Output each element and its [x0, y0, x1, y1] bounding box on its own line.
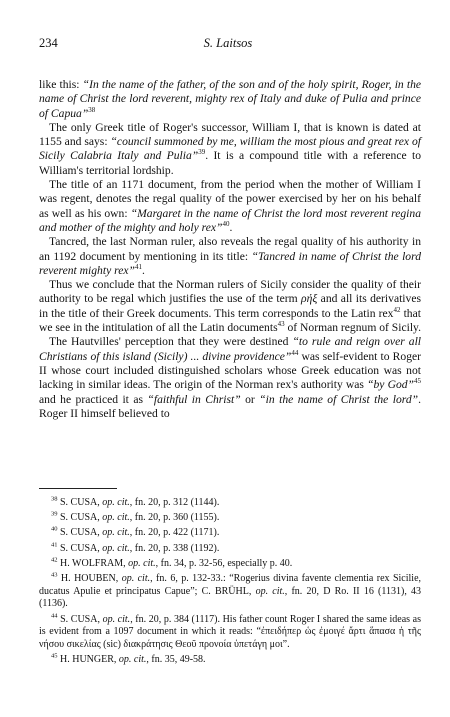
italic-text: op. cit. — [255, 585, 285, 597]
text-run: that we see in the intitulation of all the Latin documents — [39, 306, 421, 335]
footnote-ref: 41 — [134, 263, 142, 271]
text-run: , — [97, 512, 103, 524]
footnote-ref: 44 — [291, 348, 299, 357]
text-run: , fn. 20, p. 338 (1192). — [129, 542, 220, 554]
footnote — [39, 512, 421, 525]
running-title: S. Laitsos — [203, 36, 253, 50]
author-name: H. HUNGER — [57, 654, 114, 666]
author-name: S. CUSA — [57, 497, 98, 508]
author-name: S. CUSA — [57, 512, 98, 524]
text-run: , fn. 20, p. 384 (1117). His father count Roger I shared the same ideas as is evident from a 1097 document in which it reads: “ἐπειδήπερ ὡς ἐμοιγέ ἄρτι ἅπασα ἡ τῆς νήσου σικελίας (sic) διακράτησις Θεοῦ προνοία ὑπετάγη μοι”. — [39, 613, 421, 651]
paragraph — [39, 78, 421, 121]
footnote-ref: 42 — [393, 305, 401, 314]
italic-text: op. cit. — [102, 542, 130, 554]
text-run: , fn. 20, p. 312 (1144). — [129, 497, 220, 508]
text-run: The only Greek title of Roger's successor, William I, that is known is dated at 1155 and says: — [39, 120, 421, 149]
italic-text: “in the name of Christ the lord” — [259, 392, 419, 406]
author-name: S. CUSA — [57, 613, 98, 625]
text-run: , fn. 35, 49-58. — [146, 654, 206, 666]
text-run: , fn. 6, p. 132-33.: “Rogerius divina favente clementia rex Sicilie, ducatus Apulie et principatus Capue”; C. — [39, 573, 422, 597]
footnote-ref: 40 — [222, 220, 230, 229]
italic-text: “In the name of the father, of the son and of the holy spirit, Roger, in the name of Christ the lord reverent, mighty rex of Italy and duke of Pulia and prince of Capua” — [39, 78, 422, 120]
italic-text: op. cit. — [102, 527, 130, 539]
text-run: , — [97, 527, 103, 539]
text-run: . Roger II himself believed to — [39, 392, 421, 420]
text-run: , — [115, 573, 122, 585]
text-run: . It is a compound title with a reference to William's territorial lordship. — [39, 149, 421, 177]
italic-text: “Margaret in the name of Christ the lord most reverent regina and mother of the mighty and holy rex” — [39, 206, 421, 234]
text-run: and all its derivatives in the title of their Greek documents. This term corresponds to the Latin — [39, 292, 421, 320]
text-run: . — [229, 220, 233, 234]
text-run: , — [97, 613, 103, 625]
text-run: Thus we conclude that the Norman rulers of Sicily consider the quality of their authority to be regal which justifies the use of the term — [39, 278, 421, 306]
italic-text: “council summoned by me, william the most pious and great rex of Sicily Calabria Italy and Pulia” — [39, 135, 421, 163]
footnote-separator — [39, 488, 117, 489]
text-run: was self-evident to Roger II whose court included distinguished scholars whose Greek education was not lacking in similar ideas. The origin of the Norman rex's authority was — [39, 349, 422, 392]
footnote-ref: 38 — [88, 105, 96, 114]
text-run: , fn. 20, p. 422 (1171). — [129, 527, 220, 539]
author-name: H. WOLFRAM — [57, 557, 124, 569]
footnote-ref: 45 — [51, 652, 58, 660]
author-name: S. CUSA — [57, 527, 98, 539]
text-run: , — [97, 497, 103, 508]
italic-text: op. cit. — [121, 573, 151, 585]
main-text — [39, 78, 421, 421]
author-name: S. CUSA — [57, 542, 98, 554]
paragraph — [39, 178, 421, 235]
author-name: H. HOUBEN — [57, 573, 116, 585]
footnote — [39, 558, 421, 571]
text-run: rex — [378, 306, 394, 320]
text-run: , — [113, 654, 119, 666]
text-run: The Hautvilles' perception that they were destined — [49, 335, 293, 349]
text-run: like this: — [39, 78, 83, 91]
text-run: , fn. 34, p. 32-56, especially p. 40. — [155, 557, 293, 569]
text-run: , fn. 20, p. 360 (1155). — [129, 512, 220, 524]
page-number: 234 — [39, 36, 58, 50]
paragraph — [39, 121, 421, 178]
footnote-ref: 44 — [51, 612, 58, 620]
text-run: of Norman regnum of Sicily. — [284, 321, 421, 335]
footnote — [39, 543, 421, 556]
text-run: , — [248, 585, 256, 597]
running-header — [39, 36, 417, 52]
footnote — [39, 527, 421, 540]
italic-text: op. cit. — [118, 654, 147, 666]
text-run: or — [240, 392, 260, 406]
footnote-ref: 45 — [413, 377, 421, 386]
footnotes — [39, 497, 421, 669]
text-run: The title of an 1171 document, from the period when the mother of William I was regent, denotes the regal quality of the power exercised by her on his behalf as well as his own: — [39, 178, 421, 220]
text-run: . — [141, 263, 145, 277]
footnote-ref: 40 — [51, 526, 58, 534]
italic-text: “faithful in Christ” — [147, 392, 241, 406]
paragraph — [39, 235, 421, 278]
footnote — [39, 654, 421, 667]
text-run: and he practiced it as — [39, 392, 148, 406]
italic-text: ρήξ — [301, 292, 318, 306]
footnote-ref: 38 — [51, 495, 58, 503]
italic-text: “to rule and reign over all Christians of this island (Sicily) ... divine providence” — [39, 335, 422, 363]
italic-text: op. cit. — [102, 613, 131, 625]
footnote-ref: 39 — [51, 510, 58, 518]
footnote — [39, 497, 421, 510]
paragraph — [39, 335, 421, 421]
italic-text: op. cit. — [102, 497, 130, 508]
italic-text: “by God” — [367, 378, 414, 392]
paragraph — [39, 278, 421, 335]
footnote-ref: 42 — [51, 556, 58, 564]
italic-text: op. cit. — [128, 557, 156, 569]
italic-text: “Tancred in name of Christ the lord reverent mighty rex” — [39, 249, 421, 277]
italic-text: op. cit. — [102, 512, 130, 524]
footnote-ref: 43 — [277, 320, 285, 329]
footnote-ref: 41 — [51, 541, 58, 549]
footnote — [39, 573, 421, 611]
footnote — [39, 614, 421, 652]
text-run: , — [97, 542, 103, 554]
text-run: , — [123, 557, 129, 569]
footnote-ref: 39 — [198, 148, 206, 157]
footnote-ref: 43 — [51, 571, 58, 579]
text-run: Tancred, the last Norman ruler, also reveals the regal quality of his authority in an 1192 document by mentioning in its title: — [39, 235, 421, 263]
author-name: BRÜHL — [214, 585, 249, 597]
text-run: , fn. 20, D Ro. II 16 (1131), 43 (1136). — [39, 585, 422, 610]
